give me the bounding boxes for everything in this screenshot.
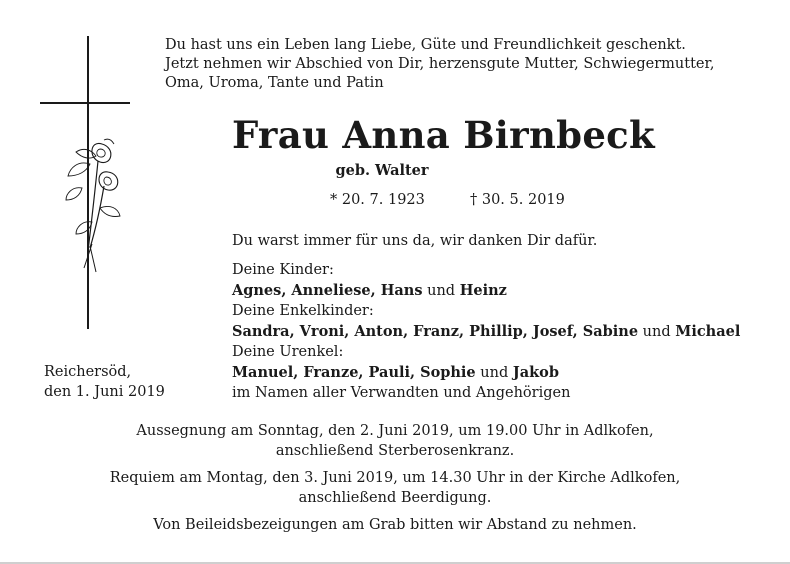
grandchildren-and: und <box>638 323 676 340</box>
great-grandchildren-names <box>232 363 772 384</box>
grandchildren-names <box>232 322 772 343</box>
children-names-a: Agnes, Anneliese, Hans <box>232 281 423 299</box>
relatives-line: im Namen aller Verwandten und Angehörigen <box>232 385 571 401</box>
service-info <box>0 421 790 535</box>
aussegnung-line-1: Aussegnung am Sonntag, den 2. Juni 2019, um 19.00 Uhr in Adlkofen, <box>136 423 654 439</box>
intro-line-1: Du hast uns ein Leben lang Liebe, Güte und Freundlichkeit geschenkt. <box>165 37 686 53</box>
great-names-a: Manuel, Franze, Pauli, Sophie <box>232 363 476 381</box>
family-list <box>232 260 772 404</box>
intro-line-2: Jetzt nehmen wir Abschied von Dir, herzensgute Mutter, Schwiegermutter, <box>165 56 715 72</box>
requiem-line-2: anschließend Beerdigung. <box>298 490 492 506</box>
grandchildren-label: Deine Enkelkinder: <box>232 303 374 319</box>
thanks-line: Du warst immer für uns da, wir danken Dir dafür. <box>232 233 598 249</box>
children-names <box>232 281 772 302</box>
cross-with-roses-icon <box>40 36 140 336</box>
birth-date: * 20. 7. 1923 <box>330 192 425 208</box>
grandchildren-names-a: Sandra, Vroni, Anton, Franz, Phillip, Josef, Sabine <box>232 322 639 340</box>
place-date: den 1. Juni 2019 <box>44 384 165 400</box>
grandchildren-names-b: Michael <box>675 322 741 340</box>
intro-line-3: Oma, Uroma, Tante und Patin <box>165 75 384 91</box>
death-date: † 30. 5. 2019 <box>470 192 565 208</box>
great-grandchildren-label: Deine Urenkel: <box>232 344 344 360</box>
place-town: Reichersöd, <box>44 364 132 380</box>
children-and: und <box>422 282 460 299</box>
requiem-line-1: Requiem am Montag, den 3. Juni 2019, um 14.30 Uhr in der Kirche Adlkofen, <box>109 470 681 486</box>
intro-text <box>165 36 765 93</box>
place-and-date <box>44 362 165 402</box>
children-label: Deine Kinder: <box>232 262 334 278</box>
great-names-b: Jakob <box>512 363 559 381</box>
deceased-name: Frau Anna Birnbeck <box>232 113 655 157</box>
aussegnung-line-2: anschließend Sterberosenkranz. <box>275 443 515 459</box>
maiden-name: geb. Walter <box>335 162 429 179</box>
great-and: und <box>475 364 513 381</box>
condolence-line: Von Beileidsbezeigungen am Grab bitten wir Abstand zu nehmen. <box>153 517 637 533</box>
children-names-b: Heinz <box>459 281 507 299</box>
